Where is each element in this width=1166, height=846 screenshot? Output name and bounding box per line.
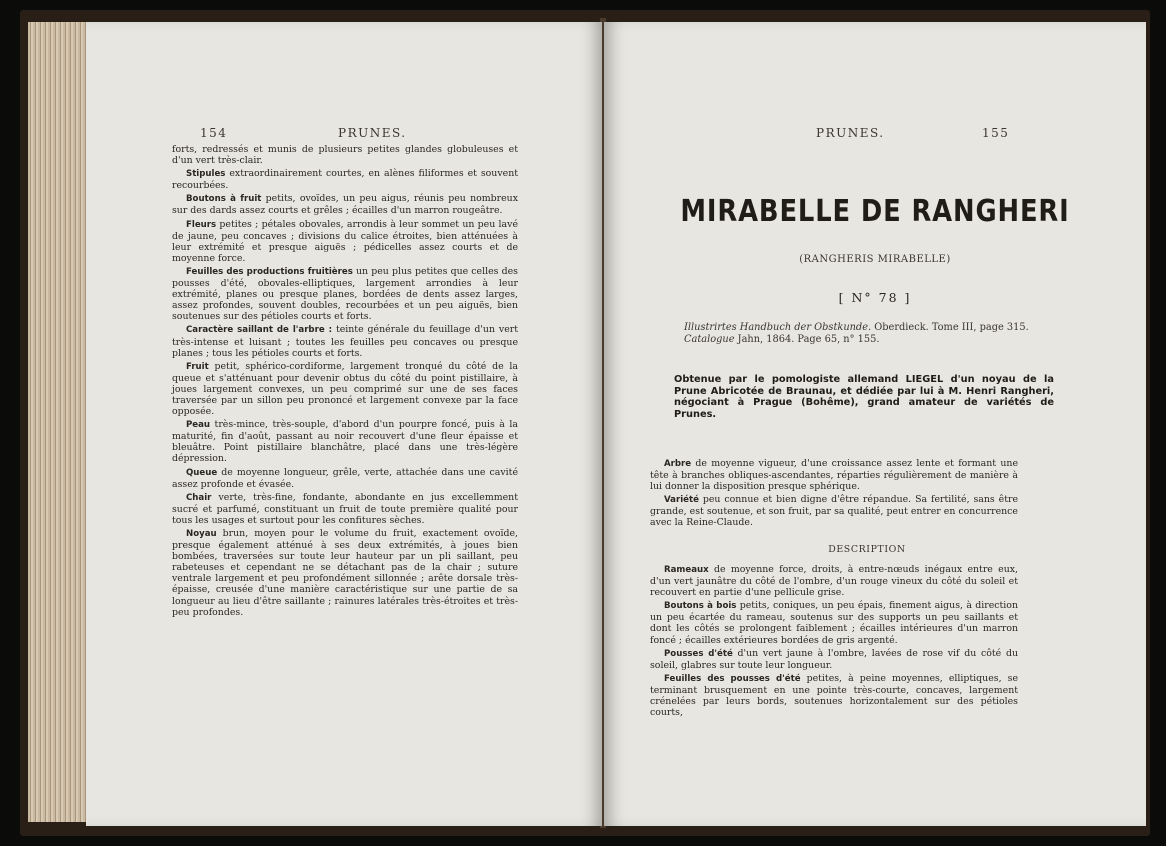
left-running-header: PRUNES. [338,126,407,140]
paragraph-label: Arbre [664,459,692,469]
paragraph-text: de moyenne force, droits, à entre-nœuds inégaux entre eux, d'un vert jaunâtre du côté de l'ombre, d'un rouge vineux du côté du soleil et recouvert en partie d'une pellicule grise. [650,564,1018,599]
paragraph [172,193,518,216]
reference-2-source: Catalogue [684,334,735,345]
paragraph [650,673,1018,718]
paragraph [172,361,518,417]
paragraph [172,144,518,166]
left-body-text [172,144,518,620]
paragraph-label: Variété [664,495,699,506]
paragraph-text: un peu plus petites que celles des pousses d'été, obovales-elliptiques, largement arrondies à leur extrémité, planes ou presque planes, bordées de dents assez larges, assez profondes, souvent doubles, recourbées et un peu aiguës, bien soutenues sur des pétioles courts et forts. [172,265,518,323]
paragraph-label: Chair [186,492,212,503]
reference-1-source: Illustrirtes Handbuch der Obstkunde. [684,322,872,333]
paragraph-text: petites ; pétales obovales, arrondis à leur sommet un peu lavé de jaune, peu concaves ; divisions du calice étroites, bien atténuées à leur extrémité et presque aiguës ; pédicelles assez courts et de moyenne force. [172,218,518,264]
origin-statement [674,374,1054,420]
paragraph-text: de moyenne longueur, grêle, verte, attachée dans une cavité assez profonde et évasée. [172,466,518,490]
reference-2 [684,334,1104,346]
paragraph-text: brun, moyen pour le volume du fruit, exactement ovoïde, presque également atténué à ses deux extrémités, à joues bien bombées, traversées sur toute leur hauteur par un pli saillant, peu rabeteuses et cependant ne se détachant pas de la chair ; suture ventrale largement et peu profondément sillonnée ; arête dorsale très-épaisse, creusée d'une manière caractéristique sur une partie de sa longueur au lieu d'être saillante ; rainures latérales très-étroites et très-peu profondes. [172,528,518,618]
paragraph [172,266,518,322]
paragraph-label: Pousses d'été [664,648,733,659]
reference-1 [684,322,1104,334]
right-page-number: 155 [982,126,1010,140]
paragraph-text: extraordinairement courtes, en alènes filiformes et souvent recourbées. [172,168,518,192]
paragraph-label: Noyau [186,529,217,539]
paragraph-label: Peau [186,420,211,431]
paragraph [172,168,518,191]
paragraph-label: Stipules [186,169,226,180]
right-running-header: PRUNES. [816,126,885,140]
paragraph [650,600,1018,645]
paragraph-text: d'un vert jaune à l'ombre, lavées de rose vif du côté du soleil, glabres sur toute leur longueur. [650,647,1018,671]
reference-1-detail: Oberdieck. Tome III, page 315. [871,322,1029,333]
paragraph [172,528,518,618]
plate-number: [ N° 78 ] [838,290,912,305]
paragraph-text: de moyenne vigueur, d'une croissance assez lente et formant une tête à branches obliques-ascendantes, réparties régulièrement de manière à lui donner la disposition presque sphérique. [650,458,1018,493]
paragraph [172,419,518,464]
paragraph [172,492,518,526]
references [684,322,1104,346]
paragraph [650,648,1018,671]
paragraph-text: forts, redressés et munis de plusieurs petites glandes globuleuses et d'un vert très-clair. [172,144,518,167]
paragraph [172,219,518,264]
paragraph [650,458,1018,492]
paragraph-label: Rameaux [664,565,709,575]
left-page [86,22,602,826]
paragraph-text: petites, à peine moyennes, elliptiques, se terminant brusquement en une pointe très-courte, concaves, largement crénelées par leurs bords, soutenues horizontalement sur des pétioles courts, [650,672,1019,719]
paragraph-text: peu connue et bien digne d'être répandue. Sa fertilité, sans être grande, est soutenue, et son fruit, par sa qualité, peut entrer en concurrence avec la Reine-Claude. [650,494,1018,529]
reference-2-detail: Jahn, 1864. Page 65, n° 155. [734,334,880,345]
paragraph-label: Feuilles des pousses d'été [664,673,801,684]
section-heading: DESCRIPTION [828,544,906,555]
paragraph-text: verte, très-fine, fondante, abondante en jus excellemment sucré et parfumé, constituant un fruit de toute première qualité pour tous les usages et surtout pour les confitures sèches. [172,491,518,526]
right-description-text [650,564,1018,720]
paragraph-label: Fruit [186,361,209,372]
paragraph-text: teinte générale du feuillage d'un vert très-intense et luisant ; toutes les feuilles peu concaves ou presque planes ; tous les pétioles courts et forts. [172,324,518,359]
paragraph-text: petits, ovoïdes, un peu aigus, réunis peu nombreux sur des dards assez courts et grêles ; écailles d'un marron rougeâtre. [172,193,518,217]
paragraph-text: très-mince, très-souple, d'abord d'un pourpre foncé, puis à la maturité, fin d'août, passant au noir recouvert d'une fleur épaisse et bleuâtre. Point pistillaire blanchâtre, placé dans une très-légère dépression. [172,419,518,465]
paragraph-label: Boutons à bois [664,601,737,612]
paragraph [172,324,518,358]
paragraph-label: Queue [186,467,218,478]
paragraph-text: petits, coniques, un peu épais, finement aigus, à direction un peu écartée du rameau, soutenus sur des supports un peu saillants et dont les côtés se prolongent faiblement ; écailles intérieures d'un marron foncé ; écailles extérieures bordées de gris argenté. [650,600,1018,646]
page-edges [28,22,86,822]
variety-title: MIRABELLE DE RANGHERI [680,194,1070,229]
paragraph-label: Feuilles des productions fruitières [186,266,353,277]
paragraph-text: petit, sphérico-cordiforme, largement tronqué du côté de la queue et s'atténuant pour devenir obtus du côté du point pistillaire, à joues largement convexes, un peu comprimé sur une de ses faces traversée par un sillon peu prononcé et largement convexe par la face opposée. [172,360,518,418]
variety-subtitle: (RANGHERIS MIRABELLE) [799,254,951,265]
left-page-number: 154 [200,126,228,140]
paragraph [172,467,518,490]
right-intro-text [650,458,1018,531]
paragraph [650,564,1018,598]
paragraph-label: Boutons à fruit [186,194,262,205]
paragraph [650,494,1018,528]
origin-text: Obtenue par le pomologiste allemand LIEGEL d'un noyau de la Prune Abricotée de Braunau, et dédiée par lui à M. Henri Rangheri, négociant à Prague (Bohême), grand amateur de variétés de Prunes. [674,374,1054,420]
paragraph-label: Fleurs [186,219,217,230]
paragraph-label: Caractère saillant de l'arbre : [186,325,333,336]
right-page [604,22,1146,826]
